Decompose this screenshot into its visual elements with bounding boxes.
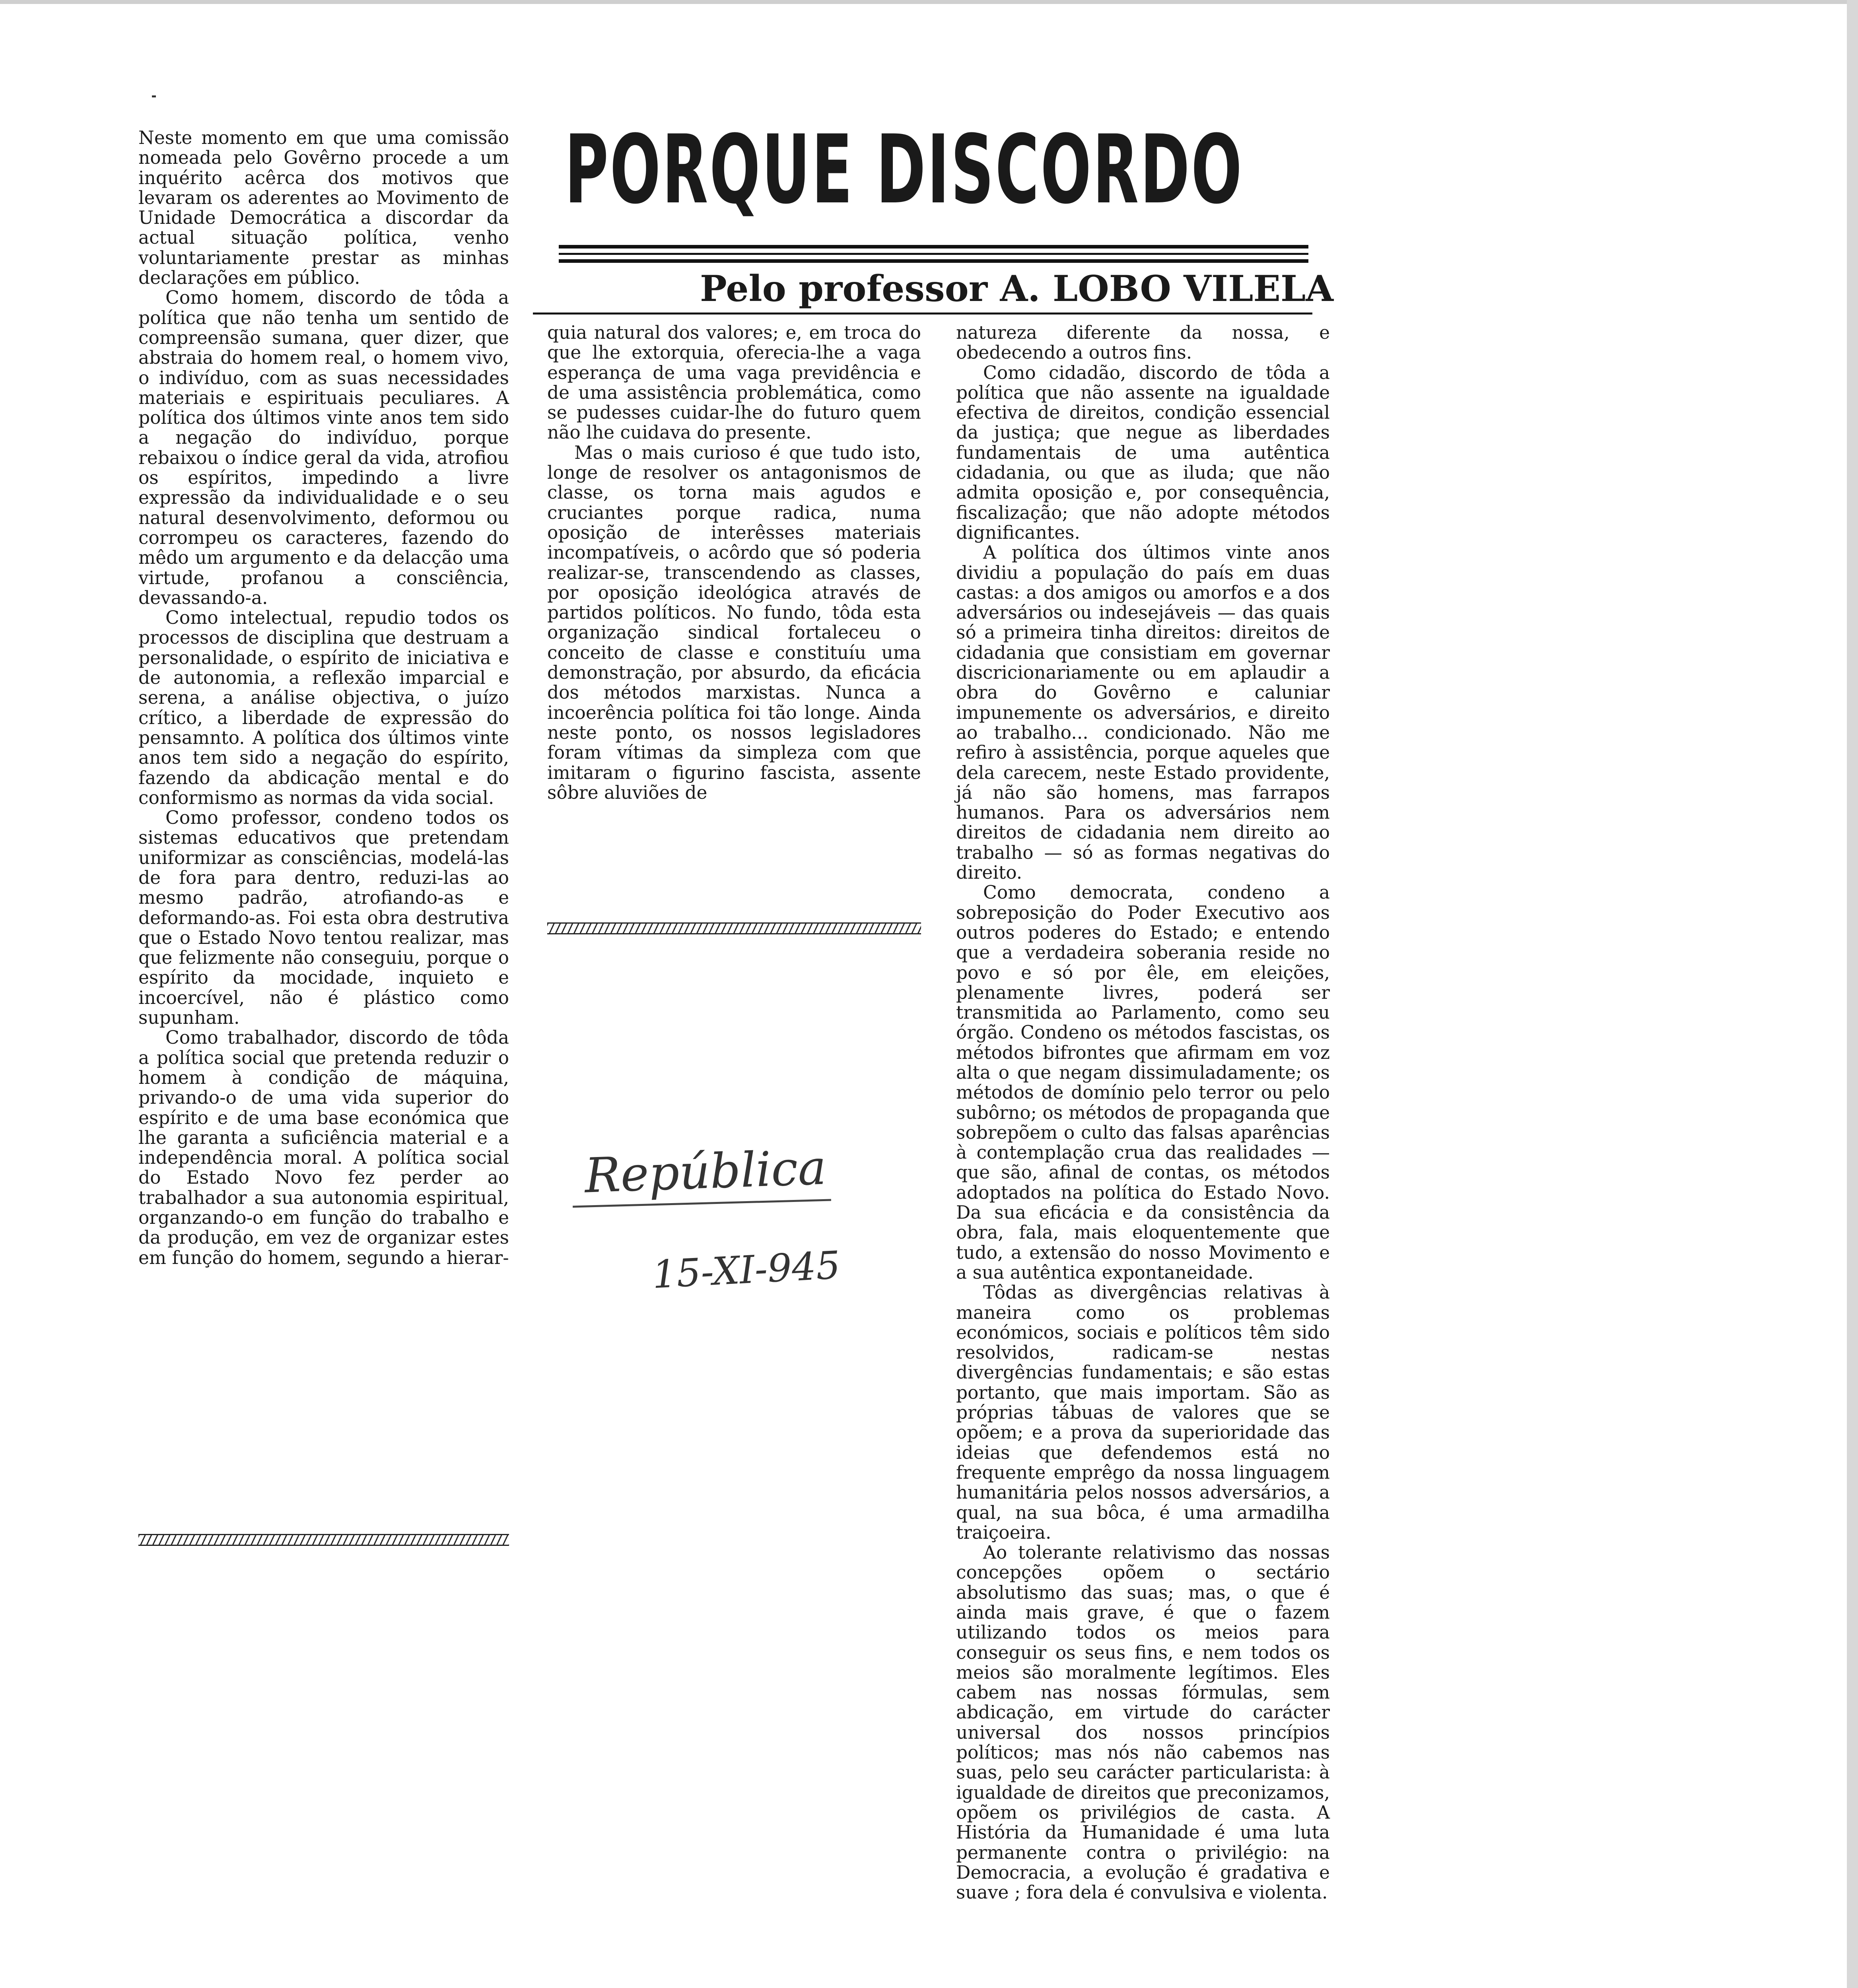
headline-byline: Pelo professor A. LOBO VILELA bbox=[700, 268, 1334, 310]
headline-rule-mid bbox=[559, 253, 1308, 255]
paragraph: Mas o mais curioso é que tudo isto, longe de resolver os antagonismos de classe, os torna mais agudos e cruciantes porque radica, numa oposição de interêsses materiais incompatíveis, o acôrdo que só poderia realizar-se, transcendendo as classes, por oposição ideológica através de partidos políticos. No fundo, tôda esta organização sindical fortaleceu o conceito de classe e constituíu uma demonstração, por absurdo, da eficácia dos métodos marxistas. Nunca a incoerência política foi tão longe. Ainda neste ponto, os nossos legisladores foram vítimas da simpleza com que imitaram o figurino fascista, assente sôbre aluviões de bbox=[547, 442, 921, 803]
column-1-end-rule bbox=[138, 1534, 509, 1546]
paragraph: Como trabalhador, discordo de tôda a política social que pretenda reduzir o homem à condição de máquina, privando-o de uma vida superior do espírito e de uma base económica que lhe garanta a suficiência material e a independência moral. A política social do Estado Novo fez perder ao trabalhador a sua autonomia espiritual, organzando-o em função do trabalho e da produção, em vez de organizar estes em função do homem, segundo a hierar- bbox=[138, 1027, 509, 1268]
scan-top-edge bbox=[0, 0, 1858, 4]
article-column-3 bbox=[956, 323, 1330, 1903]
paragraph: Neste momento em que uma comissão nomeada pelo Govêrno procede a um inquérito acêrca dos motivos que levaram os aderentes ao Movimento de Unidade Democrática a discordar da actual situação política, venho voluntariamente prestar as minhas declarações em público. bbox=[138, 127, 509, 289]
scan-speck bbox=[152, 95, 156, 97]
paragraph: Como homem, discordo de tôda a política que não tenha um sentido de compreensão sumana, quer dizer, que abstraia do homem real, o homem vivo, o indivíduo, com as suas necessidades materiais e espirituais peculiares. A política dos últimos vinte anos tem sido a negação do indivíduo, porque rebaixou o índice geral da vida, atrofiou os espíritos, impedindo a livre expressão da individualidade e o seu natural desenvolvimento, deformou ou corrompeu os caracteres, fazendo do mêdo um argumento e da delacção uma virtude, profanou a consciência, devassando-a. bbox=[138, 287, 509, 608]
paragraph: Como professor, condeno todos os sistemas educativos que pretendam uniformizar as consciências, modelá-las de fora para dentro, reduzi-las ao mesmo padrão, atrofiando-as e deformando-as. Foi esta obra destrutiva que o Estado Novo tentou realizar, mas que felizmente não conseguiu, porque o espírito da mocidade, inquieto e incoercível, não é plástico como supunham. bbox=[138, 807, 509, 1029]
headline-rule-top bbox=[559, 245, 1308, 248]
paragraph: Como cidadão, discordo de tôda a política que não assente na igualdade efectiva de direitos, condição essencial da justiça; que negue as liberdades fundamentais de uma autêntica cidadania, ou que as iluda; que não admita oposição e, por consequência, fiscalização; que não adopte métodos dignificantes. bbox=[956, 362, 1330, 543]
handwritten-source: República bbox=[583, 1140, 828, 1204]
headline-rule-bottom bbox=[559, 259, 1308, 263]
paragraph: Tôdas as divergências relativas à maneira como os problemas económicos, sociais e políticos têm sido resolvidos, radicam-se nestas divergências fundamentais; e são estas portanto, que mais importam. São as próprias tábuas de valores que se opõem; e a prova da superioridade das ideias que defendemos está no frequente emprêgo da nossa linguagem humanitária pelos nossos adversários, a qual, na sua bôca, é uma armadilha traiçoeira. bbox=[956, 1282, 1330, 1543]
handwritten-date: 15-XI-945 bbox=[651, 1242, 842, 1297]
paragraph: Como democrata, condeno a sobreposição do Poder Executivo aos outros poderes do Estado; e entendo que a verdadeira soberania reside no povo e só por êle, em eleições, plenamente livres, poderá ser transmitida ao Parlamento, como seu órgão. Condeno os métodos fascistas, os métodos bifrontes que afirmam em voz alta o que negam dissimuladamente; os métodos de domínio pelo terror ou pelo subôrno; os métodos de propaganda que sobrepõem o culto das falsas aparências à contemplação crua das realidades — que são, afinal de contas, os métodos adoptados na política do Estado Novo. Da sua eficácia e da consistência da obra, fala, mais eloquentemente que tudo, a extensão do nosso Movimento e a sua autêntica expontaneidade. bbox=[956, 882, 1330, 1283]
headline-title: PORQUE DISCORDO bbox=[565, 115, 1244, 225]
paragraph: Ao tolerante relativismo das nossas concepções opõem o sectário absolutismo das suas; mas, o que é ainda mais grave, é que o fazem utilizando todos os meios para conseguir os seus fins, e nem todos os meios são moralmente legítimos. Eles cabem nas nossas fórmulas, sem abdicação, em virtude do carácter universal dos nossos princípios políticos; mas nós não cabemos nas suas, pelo seu carácter particularista: à igualdade de direitos que preconizamos, opõem os privilégios de casta. A História da Humanidade é uma luta permanente contra o privilégio: na Democracia, a evolução é gradativa e suave ; fora dela é convulsiva e violenta. bbox=[956, 1542, 1330, 1903]
paragraph: A política dos últimos vinte anos dividiu a população do país em duas castas: a dos amigos ou amorfos e a dos adversários ou indesejáveis — das quais só a primeira tinha direitos: direitos de cidadania que consistiam em governar discricionariamente ou em aplaudir a obra do Govêrno e caluniar impunemente os adversários, e direito ao trabalho... condicionado. Não me refiro à assistência, porque aqueles que dela carecem, neste Estado providente, já não são homens, mas farrapos humanos. Para os adversários nem direitos de cidadania nem direito ao trabalho — só as formas negativas do direito. bbox=[956, 542, 1330, 883]
article-column-1 bbox=[138, 128, 509, 1268]
paragraph: Como intelectual, repudio todos os processos de disciplina que destruam a personalidade, o espírito de iniciativa e de autonomia, a reflexão imparcial e serena, a análise objectiva, o juízo crítico, a liberdade de expressão do pensamnto. A política dos últimos vinte anos tem sido a negação do espírito, fazendo da abdicação mental e do conformismo as normas da vida social. bbox=[138, 607, 509, 808]
column-2-end-rule bbox=[547, 922, 921, 934]
article-column-2 bbox=[547, 323, 921, 803]
paragraph: natureza diferente da nossa, e obedecendo a outros fins. bbox=[956, 322, 1330, 363]
byline-rule bbox=[533, 313, 1312, 315]
scan-right-edge bbox=[1847, 0, 1858, 1988]
paragraph: quia natural dos valores; e, em troca do que lhe extorquia, oferecia-lhe a vaga esperança de uma vaga previdência e de uma assistência problemática, como se pudesses cuidar-lhe do futuro quem não lhe cuidava do presente. bbox=[547, 322, 921, 443]
